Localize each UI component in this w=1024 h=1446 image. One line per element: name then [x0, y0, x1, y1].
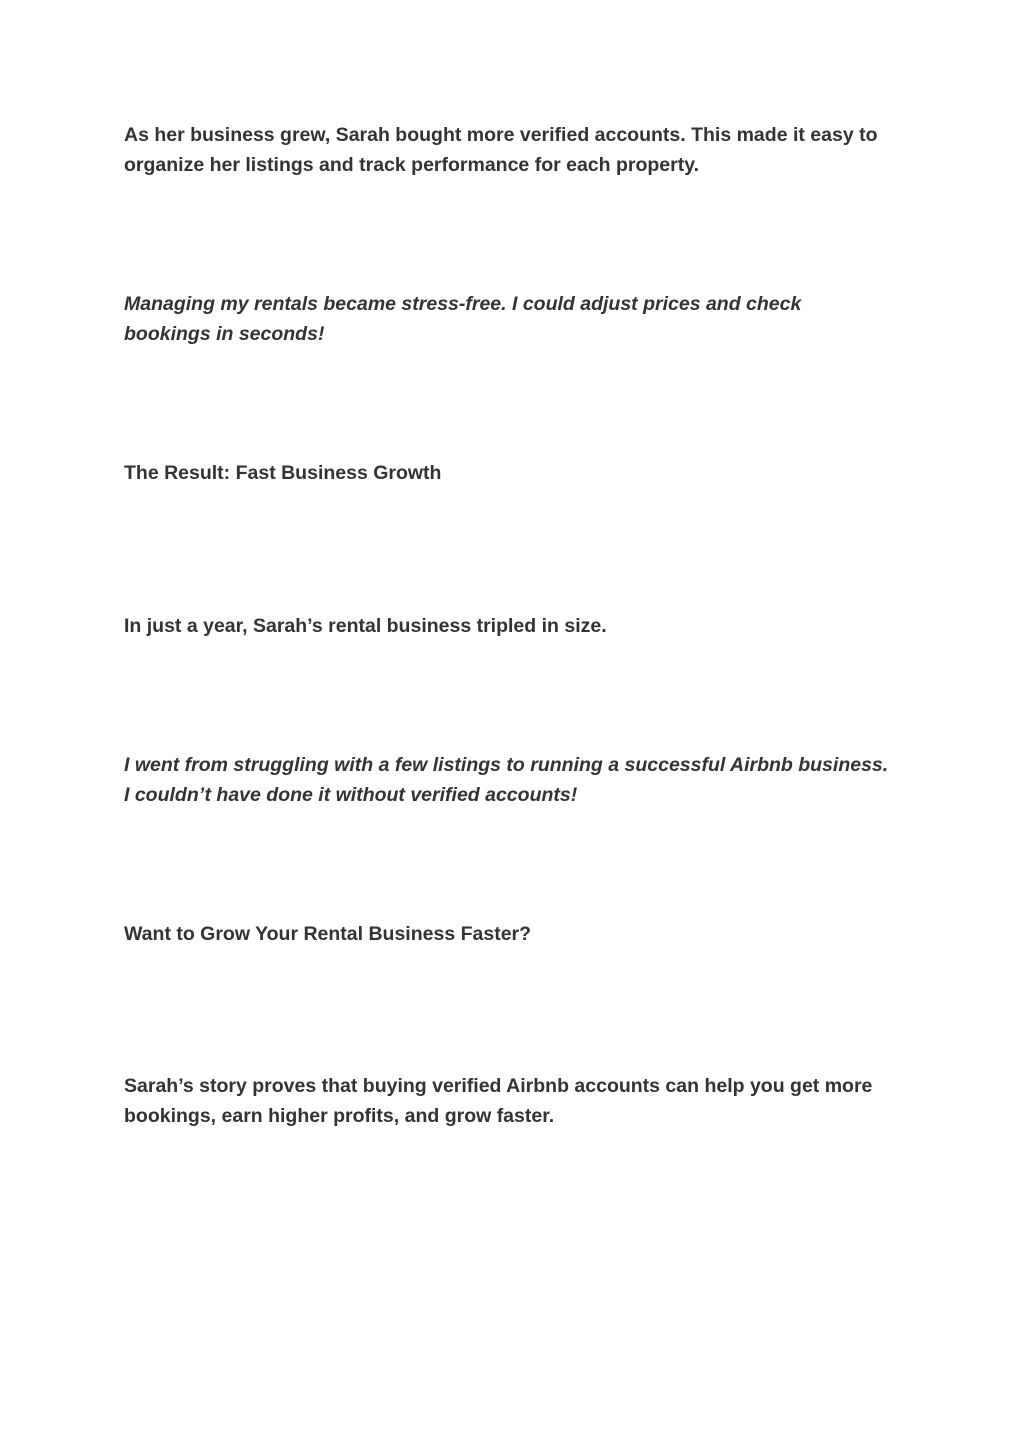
text-line: bookings, earn higher profits, and grow faster.	[124, 1105, 555, 1127]
text-line: Managing my rentals became stress-free. I could adjust prices and check	[124, 293, 802, 315]
text-line: In just a year, Sarah’s rental business tripled in size.	[124, 615, 607, 637]
quote-stress-free	[124, 289, 914, 349]
paragraph-tripled	[124, 611, 914, 641]
text-line: bookings in seconds!	[124, 323, 325, 345]
paragraph-business-growth	[124, 120, 914, 180]
heading-result	[124, 458, 914, 488]
text-line: Sarah’s story proves that buying verified Airbnb accounts can help you get more	[124, 1075, 873, 1097]
text-line: As her business grew, Sarah bought more verified accounts. This made it easy to	[124, 124, 878, 146]
text-line: I went from struggling with a few listings to running a successful Airbnb business.	[124, 754, 889, 776]
text-line: organize her listings and track performance for each property.	[124, 154, 700, 176]
heading-grow-faster	[124, 919, 914, 949]
text-line: Want to Grow Your Rental Business Faster?	[124, 923, 532, 945]
text-line: I couldn’t have done it without verified accounts!	[124, 784, 578, 806]
paragraph-story-proves	[124, 1071, 914, 1131]
quote-successful-business	[124, 750, 914, 810]
text-line: The Result: Fast Business Growth	[124, 462, 442, 484]
